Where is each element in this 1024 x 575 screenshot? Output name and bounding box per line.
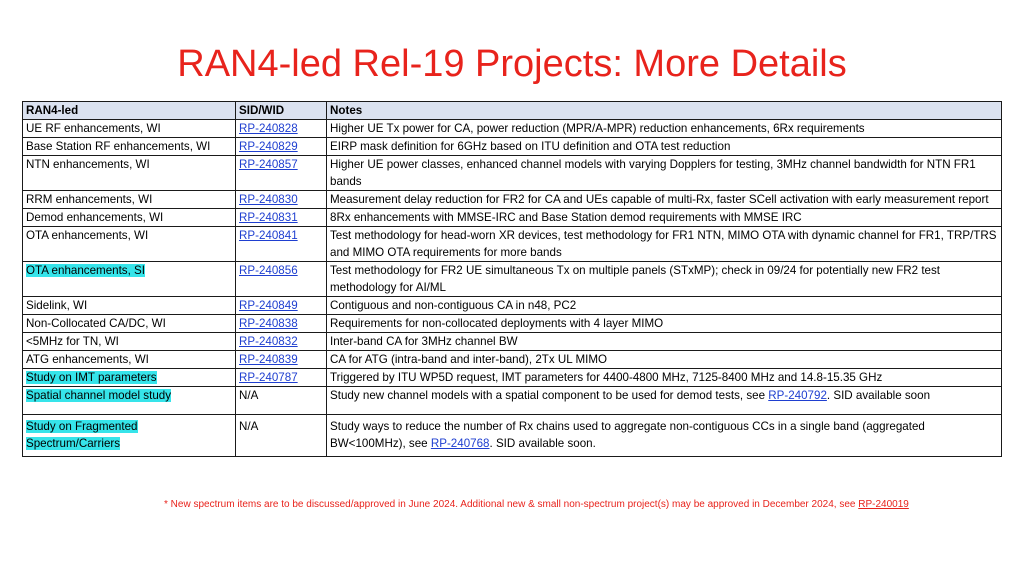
project-notes: EIRP mask definition for 6GHz based on ITU definition and OTA test reduction [327, 138, 1002, 156]
table-row [23, 209, 1002, 227]
project-notes: Contiguous and non-contiguous CA in n48, PC2 [327, 297, 1002, 315]
notes-link[interactable]: RP-240768 [430, 437, 490, 450]
table-row [23, 297, 1002, 315]
table-row [23, 351, 1002, 369]
project-notes: Measurement delay reduction for FR2 for CA and UEs capable of multi-Rx, faster SCell activation with early measurement report [327, 191, 1002, 209]
table-row [23, 369, 1002, 387]
project-name: Base Station RF enhancements, WI [23, 138, 236, 156]
project-name: NTN enhancements, WI [23, 156, 236, 191]
project-notes: Inter-band CA for 3MHz channel BW [327, 333, 1002, 351]
header-notes: Notes [327, 102, 1002, 120]
project-name: Spatial channel model study [26, 389, 172, 402]
sid-wid-link[interactable]: RP-240839 [239, 353, 298, 366]
project-name: Demod enhancements, WI [23, 209, 236, 227]
project-notes: Test methodology for FR2 UE simultaneous Tx on multiple panels (STxMP); check in 09/24 for potentially new FR2 test methodology for AI/ML [327, 262, 1002, 297]
table-row [23, 315, 1002, 333]
table-row [23, 120, 1002, 138]
table-row [23, 138, 1002, 156]
project-notes: Higher UE Tx power for CA, power reduction (MPR/A-MPR) reduction enhancements, 6Rx requirements [327, 120, 1002, 138]
header-ran4-led: RAN4-led [23, 102, 236, 120]
project-notes: Higher UE power classes, enhanced channel models with varying Dopplers for testing, 3MHz channel bandwidth for NTN FR1 bands [327, 156, 1002, 191]
notes-link[interactable]: RP-240792 [768, 389, 827, 402]
sid-wid-link[interactable]: RP-240829 [239, 140, 298, 153]
slide-title: RAN4-led Rel-19 Projects: More Details [177, 43, 847, 85]
project-notes: Test methodology for head-worn XR devices, test methodology for FR1 NTN, MIMO OTA with dynamic channel for FR1, TRP/TRS and MIMO OTA requirements for more bands [327, 227, 1002, 262]
table-row [23, 156, 1002, 191]
project-notes [327, 387, 1002, 415]
table-row [23, 387, 1002, 415]
project-name: Non-Collocated CA/DC, WI [23, 315, 236, 333]
table-row [23, 415, 1002, 457]
table-header-row [23, 102, 1002, 120]
notes-text: Study new channel models with a spatial component to be used for demod tests, see [330, 389, 769, 402]
sid-wid-link[interactable]: RP-240849 [239, 299, 298, 312]
notes-text: . SID available soon [826, 389, 931, 402]
project-name: OTA enhancements, WI [23, 227, 236, 262]
project-notes [327, 415, 1002, 457]
footnote-text: * New spectrum items are to be discussed/approved in June 2024. Additional new & small non-spectrum project(s) may be approved in December 2024, see [164, 499, 859, 510]
table-row [23, 262, 1002, 297]
project-notes: CA for ATG (intra-band and inter-band), 2Tx UL MIMO [327, 351, 1002, 369]
project-name: Sidelink, WI [23, 297, 236, 315]
footnote-link[interactable]: RP-240019 [858, 499, 909, 510]
table-row [23, 333, 1002, 351]
sid-wid-link[interactable]: RP-240831 [239, 211, 298, 224]
project-notes: Triggered by ITU WP5D request, IMT parameters for 4400-4800 MHz, 7125-8400 MHz and 14.8-15.35 GHz [327, 369, 1002, 387]
sid-wid-value: N/A [236, 387, 327, 415]
project-notes: 8Rx enhancements with MMSE-IRC and Base Station demod requirements with MMSE IRC [327, 209, 1002, 227]
sid-wid-link[interactable]: RP-240828 [239, 122, 298, 135]
project-notes: Requirements for non-collocated deployments with 4 layer MIMO [327, 315, 1002, 333]
table-row [23, 191, 1002, 209]
sid-wid-link[interactable]: RP-240832 [239, 335, 298, 348]
project-name: Study on Fragmented Spectrum/Carriers [26, 420, 138, 450]
notes-text: Study ways to reduce the number of Rx chains used to aggregate non-contiguous CCs in a single band (aggregated BW<100MHz), see [330, 420, 925, 450]
sid-wid-link[interactable]: RP-240787 [239, 371, 298, 384]
notes-text: . SID available soon. [489, 437, 596, 450]
project-name: OTA enhancements, SI [26, 264, 146, 277]
footnote [164, 498, 909, 512]
sid-wid-value: N/A [236, 415, 327, 457]
project-name: <5MHz for TN, WI [23, 333, 236, 351]
project-name: Study on IMT parameters [26, 371, 157, 384]
project-name: UE RF enhancements, WI [23, 120, 236, 138]
sid-wid-link[interactable]: RP-240841 [239, 229, 298, 242]
sid-wid-link[interactable]: RP-240856 [239, 264, 298, 277]
sid-wid-link[interactable]: RP-240830 [239, 193, 298, 206]
sid-wid-link[interactable]: RP-240838 [239, 317, 298, 330]
projects-table [22, 101, 1002, 457]
sid-wid-link[interactable]: RP-240857 [239, 158, 298, 171]
project-name: RRM enhancements, WI [23, 191, 236, 209]
table-row [23, 227, 1002, 262]
project-name: ATG enhancements, WI [23, 351, 236, 369]
header-sid-wid: SID/WID [236, 102, 327, 120]
